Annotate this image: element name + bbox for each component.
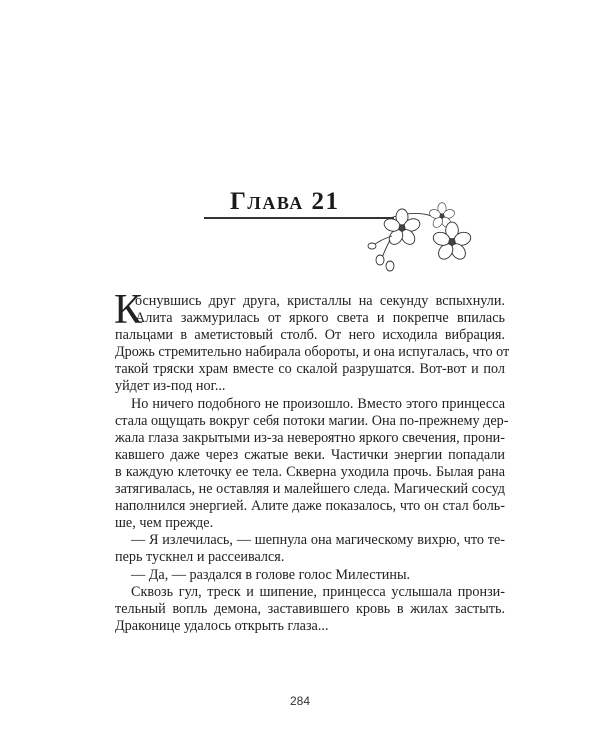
text-line: перь тускнел и рассеивался.: [115, 549, 285, 566]
text-line: Сквозь гул, треск и шипение, принцесса услышала пронзи-: [131, 583, 505, 600]
text-line: Драконице удалось открыть глаза...: [115, 617, 329, 634]
text-line: такой тряски храм вместе со скалой разрушатся. Вот-вот и пол: [115, 361, 505, 378]
text-line: пальцами в аметистовый столб. От него исходила вибрация.: [115, 327, 505, 344]
text-line: в каждую клеточку ее тела. Скверна уходила прочь. Былая рана: [115, 463, 505, 480]
text-line: ше, чем прежде.: [115, 515, 214, 532]
text-line: наполнился энергией. Алите даже показалось, что он стал боль-: [115, 498, 505, 515]
text-line: — Я излечилась, — шепнула она магическому вихрю, что те-: [131, 532, 505, 549]
text-line: уйдет из-под ног...: [115, 378, 226, 395]
drop-cap: К: [114, 287, 143, 333]
text-line: Дрожь стремительно набирала обороты, и она испугалась, что от: [115, 344, 510, 361]
page-number: 284: [289, 694, 311, 708]
text-line: затягивалась, не оставляя и малейшего следа. Магический сосуд: [115, 481, 505, 498]
text-line: оснувшись друг друга, кристаллы на секунду вспыхнули.: [135, 293, 505, 309]
text-line: кавшего даже через сжатые веки. Частички энергии попадали: [115, 446, 505, 463]
body-text: [115, 293, 510, 635]
chapter-title: Глава 21: [230, 188, 340, 215]
text-line: Но ничего подобного не произошло. Вместо этого принцесса: [131, 395, 505, 412]
text-line: — Да, — раздался в голове голос Милестины.: [131, 566, 411, 583]
text-line: стала ощущать вокруг себя потоки магии. Она по-прежнему дер-: [115, 412, 509, 429]
text-line: Алита зажмурилась от яркого света и покрепче впилась: [135, 310, 505, 327]
cherry-blossom-ornament-icon: [360, 200, 475, 275]
text-line: тельный вопль демона, заставившего кровь в жилах застыть.: [115, 600, 505, 617]
text-line: жала глаза закрытыми из-за невероятно яркого свечения, прони-: [115, 429, 505, 446]
